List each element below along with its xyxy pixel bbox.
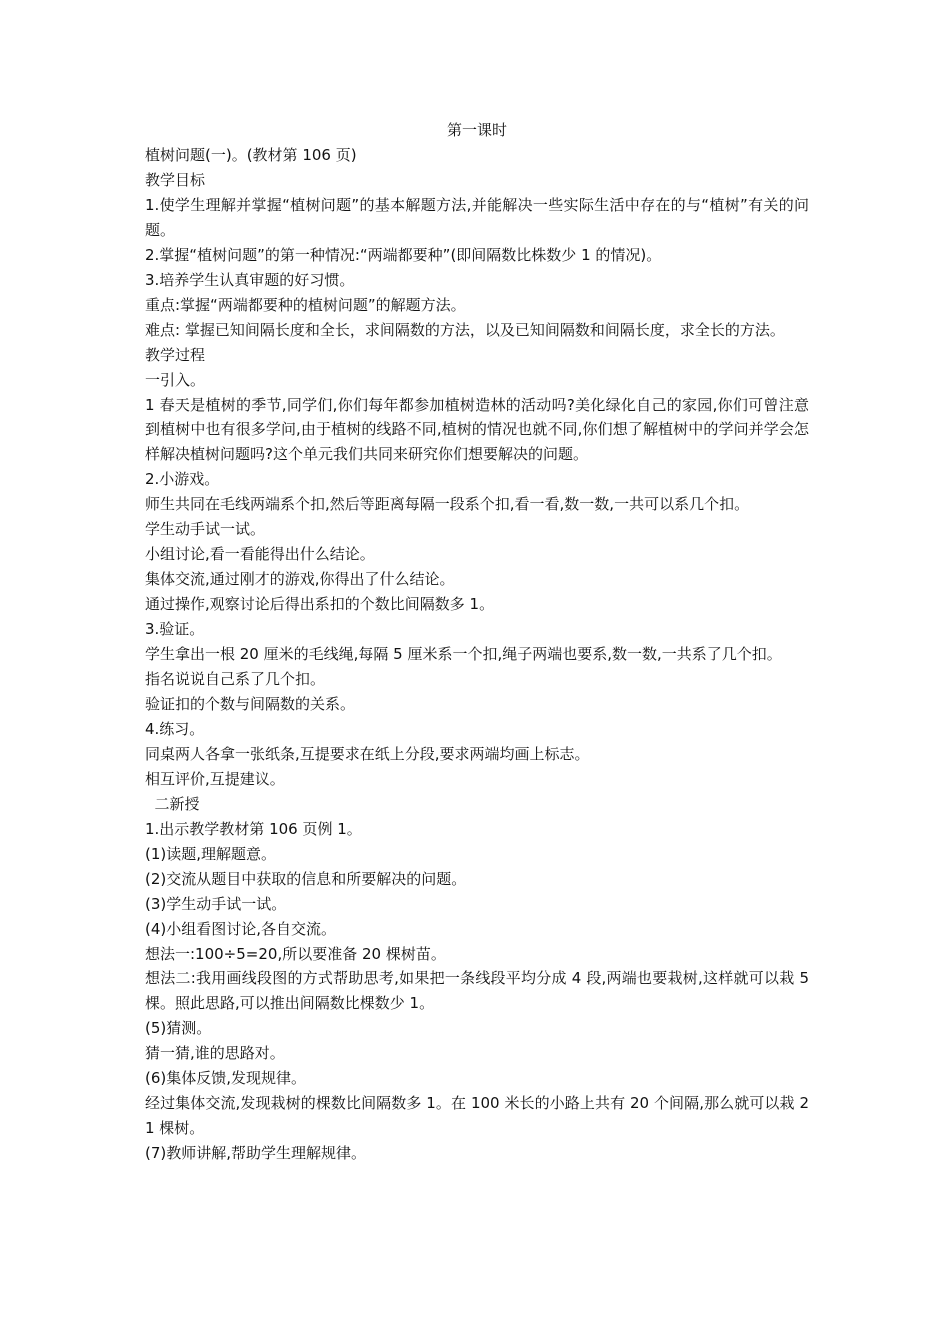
text-line: 2.掌握“植树问题”的第一种情况:“两端都要种”(即间隔数比株数少 1 的情况)。 (145, 245, 662, 264)
section-heading: 2.小游戏。 (145, 470, 220, 489)
section-heading: 教学过程 (145, 345, 206, 364)
text-line: 1 春天是植树的季节,同学们,你们每年都参加植树造林的活动吗?美化绿化自己的家园,你们可曾注意到植树中也有很多学问,由于植树的线路不同,植树的情况也就不同,你们想了解植树中的学问并学会怎样解决植树问题吗?这个单元我们共同来研究你们想要解决的问题。 (145, 395, 809, 464)
section-heading: 一引入。 (145, 370, 206, 389)
section-heading: 二新授 (145, 794, 200, 813)
text-line: 经过集体交流,发现栽树的棵数比间隔数多 1。在 100 米长的小路上共有 20 个间隔,那么就可以栽 21 棵树。 (145, 1094, 809, 1138)
section-heading: 3.验证。 (145, 620, 205, 639)
document-body (145, 119, 809, 1166)
text-line: 师生共同在毛线两端系个扣,然后等距离每隔一段系个扣,看一看,数一数,一共可以系几个扣。 (145, 495, 750, 514)
text-line: 3.培养学生认真审题的好习惯。 (145, 270, 355, 289)
text-line: 通过操作,观察讨论后得出系扣的个数比间隔数多 1。 (145, 595, 495, 614)
text-line: (4)小组看图讨论,各自交流。 (145, 919, 337, 938)
section-heading: 4.练习。 (145, 719, 205, 738)
section-heading: 教学目标 (145, 170, 206, 189)
text-line: (7)教师讲解,帮助学生理解规律。 (145, 1144, 367, 1163)
page-title: 第一课时 (446, 121, 507, 139)
text-line: 植树问题(一)。(教材第 106 页) (145, 146, 357, 164)
text-line: (1)读题,理解题意。 (145, 844, 277, 863)
text-line: 想法二:我用画线段图的方式帮助思考,如果把一条线段平均分成 4 段,两端也要栽树,这样就可以栽 5 棵。照此思路,可以推出间隔数比棵数少 1。 (145, 969, 809, 1013)
text-line: 1.使学生理解并掌握“植树问题”的基本解题方法,并能解决一些实际生活中存在的与“植树”有关的问题。 (145, 195, 809, 239)
text-line: 1.出示教学教材第 106 页例 1。 (145, 819, 362, 838)
text-line: 相互评价,互提建议。 (145, 769, 285, 788)
text-line: (3)学生动手试一试。 (145, 894, 287, 913)
text-line: 学生动手试一试。 (145, 520, 266, 539)
text-line: 想法一:100÷5=20,所以要准备 20 棵树苗。 (145, 944, 446, 963)
text-line: 同桌两人各拿一张纸条,互提要求在纸上分段,要求两端均画上标志。 (145, 744, 590, 763)
text-line: 学生拿出一根 20 厘米的毛线绳,每隔 5 厘米系一个扣,绳子两端也要系,数一数,一共系了几个扣。 (145, 645, 782, 664)
document-text (145, 143, 809, 1166)
text-line: 验证扣的个数与间隔数的关系。 (145, 694, 356, 713)
text-line: (5)猜测。 (145, 1019, 212, 1038)
text-line: 指名说说自己系了几个扣。 (145, 670, 326, 689)
text-line: 重点:掌握“两端都要种的植树问题”的解题方法。 (145, 295, 466, 314)
text-line: 小组讨论,看一看能得出什么结论。 (145, 545, 375, 564)
text-line: 集体交流,通过刚才的游戏,你得出了什么结论。 (145, 570, 455, 589)
text-line: 难点: 掌握已知间隔长度和全长，求间隔数的方法，以及已知间隔数和间隔长度，求全长的方法。 (145, 320, 785, 339)
text-line: (2)交流从题目中获取的信息和所要解决的问题。 (145, 869, 467, 888)
text-line: 猜一猜,谁的思路对。 (145, 1044, 285, 1063)
text-line: (6)集体反馈,发现规律。 (145, 1069, 307, 1088)
